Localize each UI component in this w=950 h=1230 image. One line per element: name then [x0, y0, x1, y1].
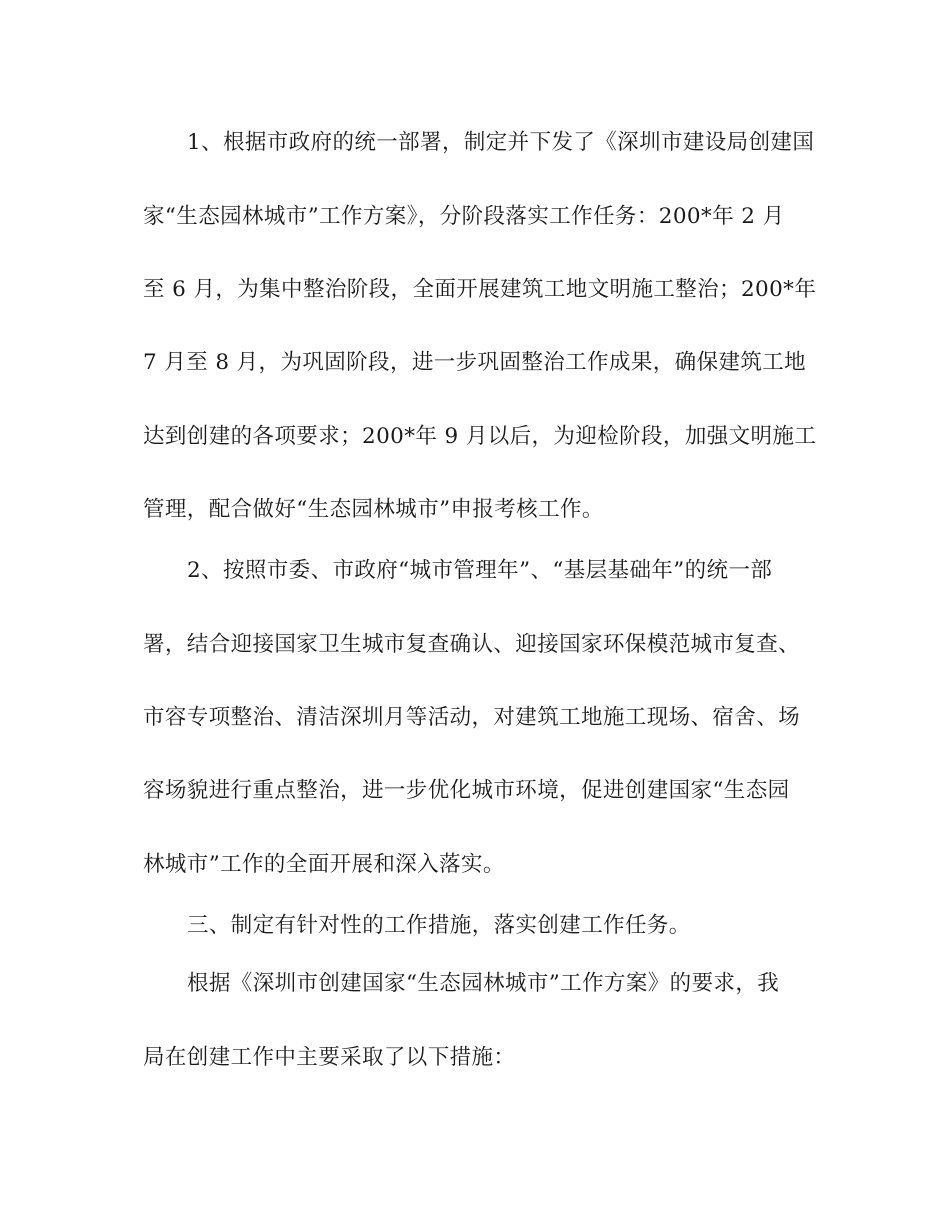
paragraph-1-line-6: 管理，配合做好“生态园林城市”申报考核工作。 — [143, 497, 604, 522]
paragraph-2-line-4: 容场貌进行重点整治，进一步优化城市环境，促进创建国家“生态园 — [143, 778, 790, 803]
paragraph-1-line-2: 家“生态园林城市”工作方案》，分阶段落实工作任务：200*年 2 月 — [143, 204, 785, 229]
paragraph-1-line-5: 达到创建的各项要求；200*年 9 月以后，为迎检阶段，加强文明施工 — [143, 424, 817, 449]
section-heading-3: 三、制定有针对性的工作措施，落实创建工作任务。 — [187, 913, 691, 938]
paragraph-1-line-4: 7 月至 8 月，为巩固阶段，进一步巩固整治工作成果，确保建筑工地 — [143, 350, 807, 375]
paragraph-1-line-3: 至 6 月，为集中整治阶段，全面开展建筑工地文明施工整治；200*年 — [143, 277, 817, 302]
paragraph-1-line-1: 1、根据市政府的统一部署，制定并下发了《深圳市建设局创建国 — [187, 130, 815, 155]
paragraph-3-line-1: 根据《深圳市创建国家“生态园林城市”工作方案》的要求，我 — [187, 971, 780, 996]
paragraph-2-line-3: 市容专项整治、清洁深圳月等活动，对建筑工地施工现场、宿舍、场 — [143, 705, 801, 730]
paragraph-2-line-2: 署，结合迎接国家卫生城市复查确认、迎接国家环保模范城市复查、 — [143, 632, 801, 657]
paragraph-3-line-2: 局在创建工作中主要采取了以下措施： — [143, 1045, 516, 1070]
paragraph-2-line-5: 林城市”工作的全面开展和深入落实。 — [143, 852, 505, 877]
paragraph-2-line-1: 2、按照市委、市政府“城市管理年”、“基层基础年”的统一部 — [187, 558, 773, 583]
